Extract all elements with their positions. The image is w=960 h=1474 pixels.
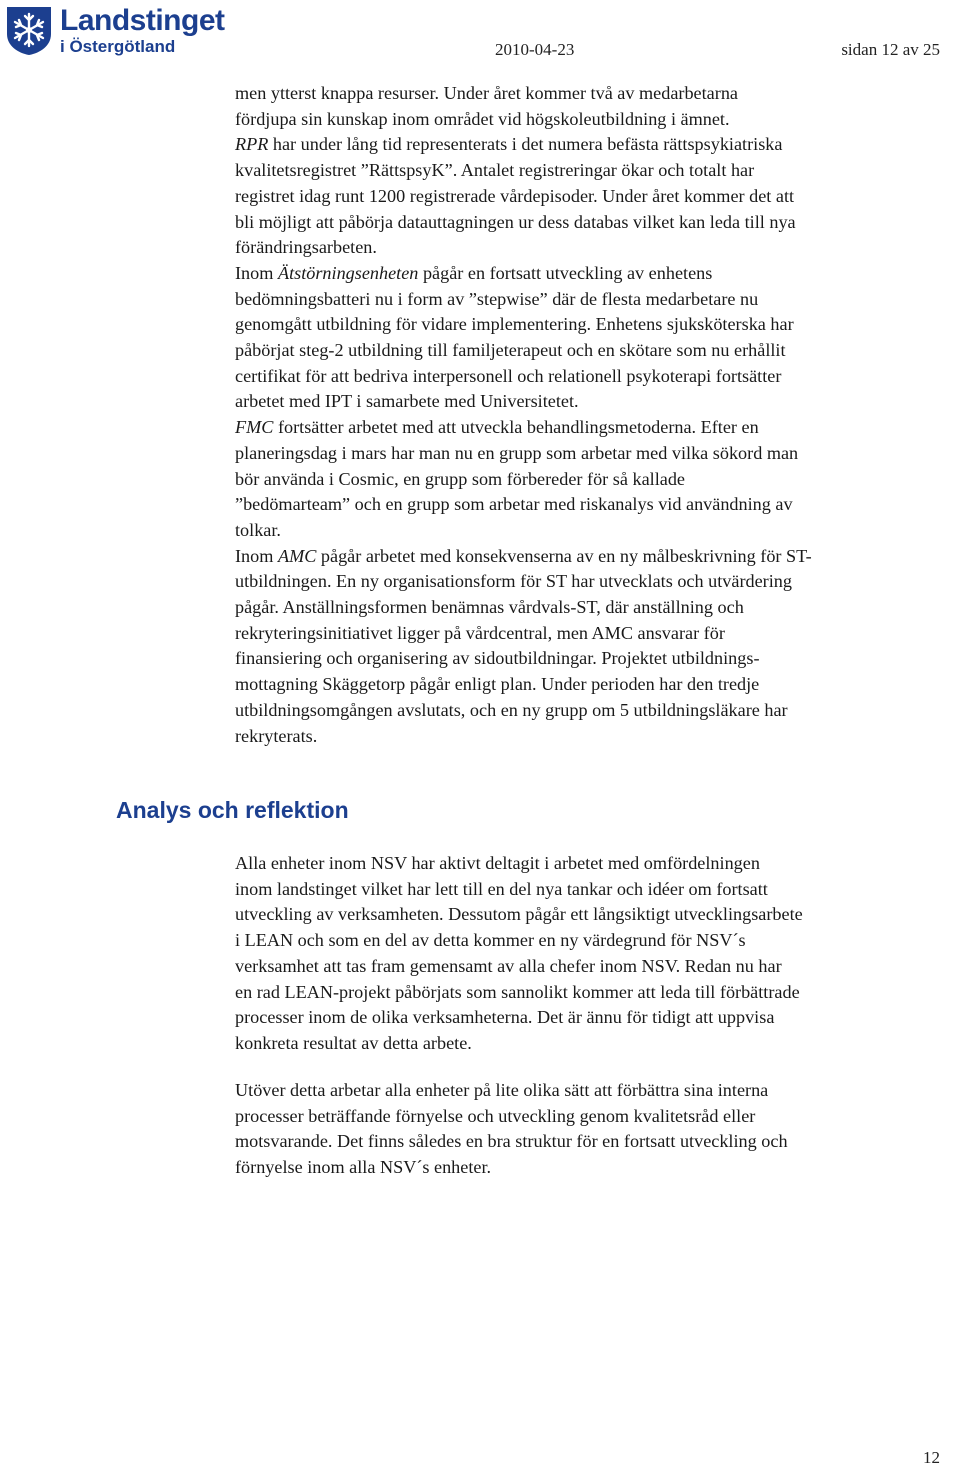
text-line: RPR har under lång tid representerats i det numera befästa rättspsykiatriska <box>235 134 783 155</box>
unit-name-amc: AMC <box>277 545 317 566</box>
text-line: påbörjat steg-2 utbildning till familjeterapeut och en skötare som nu erhållit <box>235 340 786 361</box>
text-line: registret idag runt 1200 registrerade vårdepisoder. Under året kommer det att <box>235 185 795 206</box>
text-line: arbetet med IPT i samarbete med Universitetet. <box>235 391 579 412</box>
text-line: FMC fortsätter arbetet med att utveckla behandlingsmetoderna. Efter en <box>235 417 759 438</box>
text-line: certifikat för att bedriva interpersonell och relationell psykoterapi fortsätter <box>235 365 782 386</box>
text-line: planeringsdag i mars har man nu en grupp som arbetar med vilka sökord man <box>235 442 799 463</box>
text-line: Inom Ätstörningsenheten pågår en fortsatt utveckling av enhetens <box>235 262 713 283</box>
body-text-top <box>235 81 945 749</box>
page-number: 12 <box>923 1448 940 1467</box>
text-line: Inom AMC pågår arbetet med konsekvenserna av en ny målbeskrivning för ST- <box>235 545 812 566</box>
text-line: genomgått utbildning för vidare implementering. Enhetens sjuksköterska har <box>235 314 794 335</box>
unit-name-fmc: FMC <box>235 417 274 438</box>
body-text-analys <box>235 851 945 1057</box>
text-line: i LEAN och som en del av detta kommer en ny värdegrund för NSV´s <box>235 930 746 951</box>
page-indicator: sidan 12 av 25 <box>841 40 940 59</box>
text-line: förändringsarbeten. <box>235 237 377 258</box>
text-line: verksamhet att tas fram gemensamt av alla chefer inom NSV. Redan nu har <box>235 955 782 976</box>
section-heading: Analys och reflektion <box>116 797 349 823</box>
page-header <box>0 0 960 80</box>
text-line: rekryterats. <box>235 725 318 746</box>
text-line: pågår. Anställningsformen benämnas vårdvals-ST, där anställning och <box>235 597 744 618</box>
unit-name-atstorningsenheten: Ätstörningsenheten <box>277 262 419 283</box>
text-line: bli möjligt att påbörja datauttagningen ur dess databas vilket kan leda till nya <box>235 211 796 232</box>
text-line: ”bedömarteam” och en grupp som arbetar med riskanalys vid användning av <box>235 494 793 515</box>
text-line: konkreta resultat av detta arbete. <box>235 1032 472 1053</box>
text-line: men ytterst knappa resurser. Under året kommer två av medarbetarna <box>235 83 738 103</box>
document-date: 2010-04-23 <box>495 40 575 59</box>
text-line: en rad LEAN-projekt påbörjats som sannolikt kommer att leda till förbättrade <box>235 981 800 1002</box>
landstinget-logo <box>4 4 225 56</box>
text-line: tolkar. <box>235 519 281 540</box>
text-line: utbildningsomgången avslutats, och en ny grupp om 5 utbildningsläkare har <box>235 699 788 720</box>
text-line: kvalitetsregistret ”RättspsyK”. Antalet registreringar ökar och totalt har <box>235 160 755 181</box>
text-line: bör använda i Cosmic, en grupp som förbereder för så kallade <box>235 468 685 489</box>
text-line: bedömningsbatteri nu i form av ”stepwise” där de flesta medarbetare nu <box>235 288 759 309</box>
text-line: Utöver detta arbetar alla enheter på lite olika sätt att förbättra sina interna <box>235 1080 769 1100</box>
text-line: motsvarande. Det finns således en bra struktur för en fortsatt utveckling och <box>235 1131 788 1152</box>
text-line: mottagning Skäggetorp pågår enligt plan. Under perioden har den tredje <box>235 674 760 695</box>
logo-title: Landstinget <box>60 3 225 37</box>
text-line: förnyelse inom alla NSV´s enheter. <box>235 1157 492 1178</box>
text-line: processer inom de olika verksamheterna. Det är ännu för tidigt att uppvisa <box>235 1007 775 1028</box>
text-line: utbildningen. En ny organisationsform för ST har utvecklats och utvärdering <box>235 571 792 592</box>
text-line: utveckling av verksamheten. Dessutom pågår ett långsiktigt utvecklingsarbete <box>235 904 803 925</box>
text-line: fördjupa sin kunskap inom området vid högskoleutbildning i ämnet. <box>235 108 730 129</box>
snowflake-emblem-icon <box>4 4 54 56</box>
text-line: rekryteringsinitiativet ligger på vårdcentral, men AMC ansvarar för <box>235 622 725 643</box>
text-line: inom landstinget vilket har lett till en del nya tankar och idéer om fortsatt <box>235 878 768 899</box>
text-line: finansiering och organisering av sidoutbildningar. Projektet utbildnings- <box>235 648 760 669</box>
logo-subtitle: i Östergötland <box>60 36 176 56</box>
unit-name-rpr: RPR <box>235 134 269 155</box>
text-line: processer beträffande förnyelse och utveckling genom kvalitetsråd eller <box>235 1105 756 1126</box>
body-text-utover <box>235 1078 945 1181</box>
text-line: Alla enheter inom NSV har aktivt deltagit i arbetet med omfördelningen <box>235 853 760 873</box>
